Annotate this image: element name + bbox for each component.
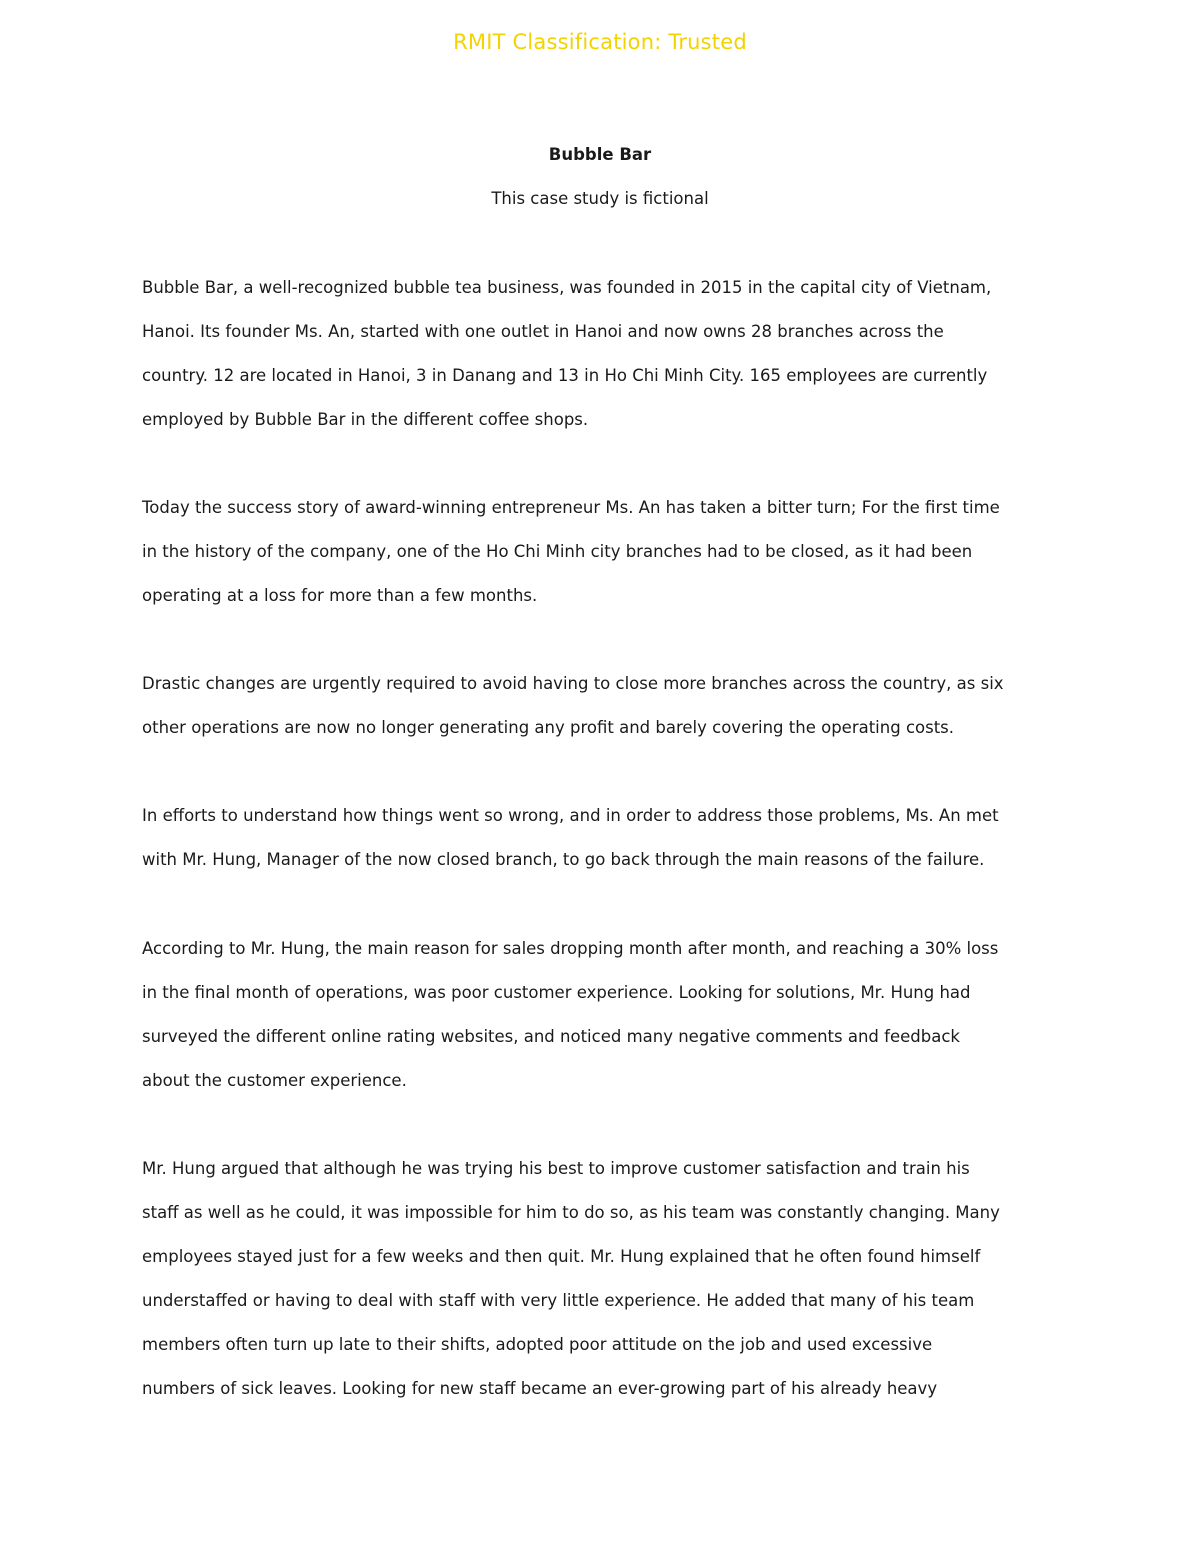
document-title: Bubble Bar [548,145,652,164]
text-line: in the final month of operations, was poor customer experience. Looking for solutions, Mr. Hung had [142,983,971,1002]
text-line: surveyed the different online rating websites, and noticed many negative comments and feedback [142,1027,960,1046]
text-line: members often turn up late to their shifts, adopted poor attitude on the job and used excessive [142,1335,933,1354]
text-line: Bubble Bar, a well-recognized bubble tea business, was founded in 2015 in the capital city of Vietnam, [142,278,992,297]
text-line: According to Mr. Hung, the main reason for sales dropping month after month, and reaching a 30% loss [142,939,999,958]
text-line: operating at a loss for more than a few months. [142,586,538,605]
text-line: Today the success story of award-winning entrepreneur Ms. An has taken a bitter turn; For the first time [142,498,1000,517]
text-line: in the history of the company, one of the Ho Chi Minh city branches had to be closed, as it had been [142,542,973,561]
text-line: In efforts to understand how things went so wrong, and in order to address those problems, Ms. An met [142,806,999,825]
text-line: with Mr. Hung, Manager of the now closed branch, to go back through the main reasons of the failure. [142,850,985,869]
text-line: other operations are now no longer generating any profit and barely covering the operating costs. [142,718,955,737]
text-line: country. 12 are located in Hanoi, 3 in Danang and 13 in Ho Chi Minh City. 165 employees are currently [142,366,988,385]
text-line: Hanoi. Its founder Ms. An, started with one outlet in Hanoi and now owns 28 branches across the [142,322,944,341]
text-line: about the customer experience. [142,1071,407,1090]
text-line: employees stayed just for a few weeks and then quit. Mr. Hung explained that he often found himself [142,1247,981,1266]
text-line: Drastic changes are urgently required to avoid having to close more branches across the country, as six [142,674,1004,693]
text-line: numbers of sick leaves. Looking for new staff became an ever-growing part of his already heavy [142,1379,938,1398]
text-line: employed by Bubble Bar in the different coffee shops. [142,410,589,429]
text-line: Mr. Hung argued that although he was trying his best to improve customer satisfaction and train his [142,1159,970,1178]
classification-label: RMIT Classification: Trusted [453,30,747,54]
text-line: staff as well as he could, it was impossible for him to do so, as his team was constantly changing. Many [142,1203,1000,1222]
document-subtitle: This case study is fictional [491,189,709,208]
text-line: understaffed or having to deal with staff with very little experience. He added that many of his team [142,1291,975,1310]
